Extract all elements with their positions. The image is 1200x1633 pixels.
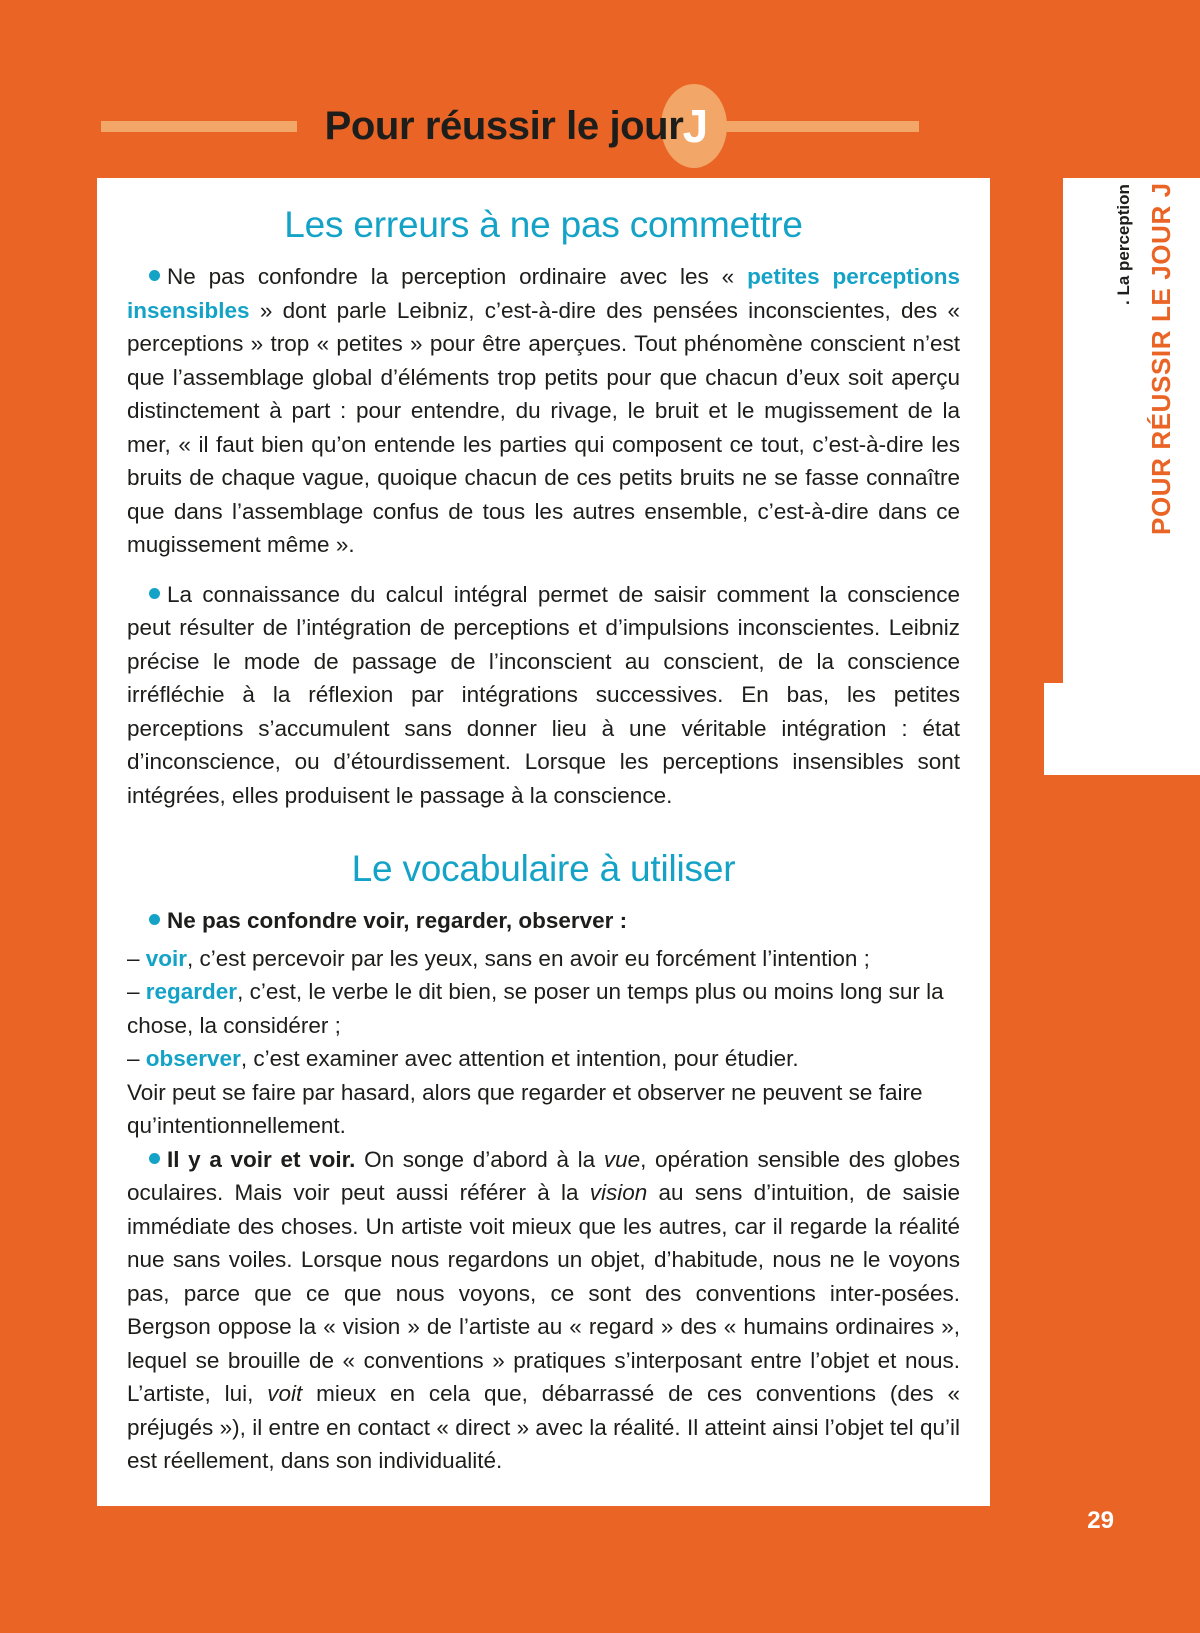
text-run: vision	[589, 1180, 648, 1205]
text-run: au sens d’intuition, de saisie immédiate des choses. Un artiste voit mieux que les autres, car il regarde la réalité nue sans voiles. Lorsque nous regardons un objet, d’habitude, nous ne le voyons pas, parce que ce que nous voyons, ce sont des conventions inter-posées. Bergson oppose la « vision » de l’artiste au « regard » des « humains ordinaires », lequel se brouille de « conventions » pratiques s’interposant entre l’objet et nous. L’artiste, lui,	[127, 1180, 960, 1406]
text-run: vue	[603, 1146, 641, 1172]
text-run: –	[127, 945, 146, 971]
header-title-wrap	[324, 100, 709, 152]
bullet-icon	[149, 588, 160, 599]
list-item	[127, 975, 960, 1042]
jour-j-badge-letter: J	[682, 100, 709, 152]
text-run: voit	[267, 1381, 303, 1406]
header-rule-right	[711, 121, 919, 132]
paragraph	[127, 260, 960, 562]
text-run: , opération sensible des globes oculaires. Mais voir peut aussi référer à la	[127, 1146, 960, 1205]
page-number: 29	[1087, 1507, 1114, 1534]
text-run: » dont parle Leibniz, c’est-à-dire des pensées inconscientes, des « perceptions » trop « petites » pour être aperçues. Tout phénomène conscient n’est que l’assemblage global d’éléments trop petits pour que chacun d’eux soit aperçu distinctement à part : pour entendre, du rivage, le bruit et le mugissement de la mer, « il faut bien qu’on entende les parties qui composent ce tout, c’est-à-dire les bruits de chaque vague, quoique chacun de ces petits bruits ne se fasse connaître que dans l’assemblage confus de tous les autres ensemble, c’est-à-dire dans ce mugissement même ».	[127, 297, 960, 557]
section-body-vocabulary	[127, 904, 960, 1478]
section-card-vocabulary	[97, 822, 990, 1506]
bullet-icon	[149, 270, 160, 281]
paragraph	[127, 904, 960, 938]
text-run: mieux en cela que, débarrassé de ces conventions (des « préjugés »), il entre en contact « direct » avec la réalité. Il atteint ainsi l’objet tel qu’il est réellement, dans son individualité.	[127, 1381, 960, 1473]
bullet-icon	[149, 914, 160, 925]
text-run: On songe d’abord à la	[355, 1146, 604, 1172]
text-run: Il y a voir et voir.	[167, 1146, 356, 1172]
section-title-vocabulary: Le vocabulaire à utiliser	[351, 848, 736, 889]
color-bars-background	[1044, 683, 1200, 775]
text-run: La connaissance du calcul intégral permet de saisir comment la conscience peut résulter de l’intégration de perceptions et d’impulsions inconscientes. Leibniz précise le mode de passage de l’inconscient au conscient, de la conscience irréfléchie à la réflexion par intégrations successives. En bas, les petites perceptions s’accumulent sans donner lieu à une véritable intégration : état d’inconscience, ou d’étourdissement. Lorsque les perceptions insensibles sont intégrées, elles produisent le passage à la conscience.	[127, 581, 960, 808]
page-title: Pour réussir le jour	[324, 103, 684, 148]
text-run: , c’est examiner avec attention et intention, pour étudier.	[240, 1046, 799, 1071]
text-run: , c’est percevoir par les yeux, sans en avoir eu forcément l’intention ;	[187, 945, 870, 971]
text-run: regarder	[145, 979, 238, 1004]
text-run: voir	[145, 945, 188, 971]
side-tab-main-label: POUR RÉUSSIR LE JOUR J	[1146, 182, 1176, 535]
text-run: –	[127, 1046, 146, 1071]
header-rule-left	[101, 121, 297, 132]
text-run: Voir peut se faire par hasard, alors que regarder et observer ne peuvent se faire qu’intentionnellement.	[127, 1079, 923, 1138]
list-item	[127, 942, 960, 976]
text-run: observer	[145, 1046, 241, 1071]
list-item	[127, 1076, 960, 1143]
text-run: petites perceptions insensibles	[127, 264, 961, 323]
text-run: , c’est, le verbe le dit bien, se poser un temps plus ou moins long sur la chose, la considérer ;	[127, 979, 944, 1038]
side-tab	[1020, 178, 1200, 683]
section-card-errors	[97, 178, 990, 840]
text-run: –	[127, 979, 146, 1004]
text-run: Ne pas confondre voir, regarder, observer :	[167, 908, 628, 933]
list-item	[127, 1042, 960, 1076]
paragraph	[127, 578, 960, 813]
side-tab-sub-label: . La perception	[1114, 184, 1133, 305]
paragraph	[127, 1143, 960, 1478]
section-body-errors	[127, 260, 960, 812]
bullet-icon	[149, 1153, 160, 1164]
section-title-errors: Les erreurs à ne pas commettre	[284, 204, 803, 245]
text-run: Ne pas confondre la perception ordinaire avec les «	[167, 264, 748, 289]
page-header	[0, 86, 1020, 166]
